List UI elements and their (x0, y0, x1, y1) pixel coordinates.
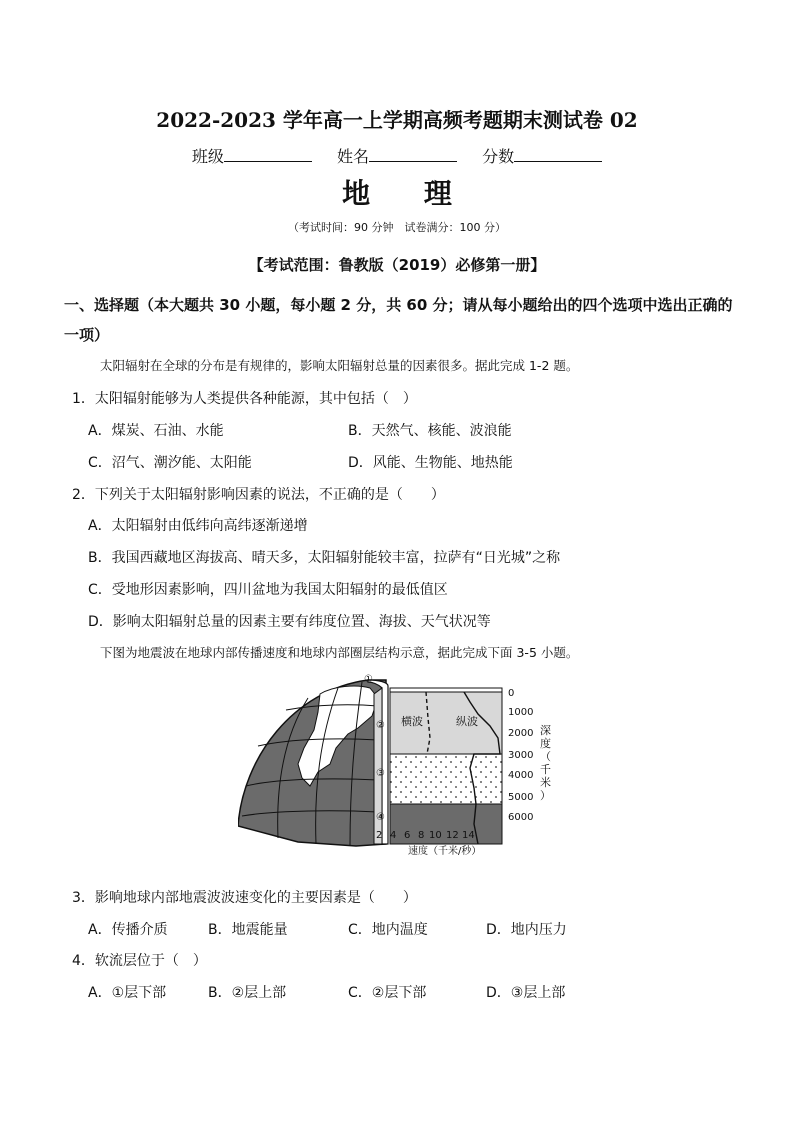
longitudinal-wave-label: 纵波 (456, 715, 478, 728)
intro-text-1: 太阳辐射在全球的分布是有规律的，影响太阳辐射总量的因素很多。据此完成 1-2 题。 (100, 358, 579, 373)
layer-1-band (390, 688, 502, 692)
depth-tick: 0 (508, 688, 515, 699)
name-blank[interactable] (369, 147, 457, 162)
speed-tick: 10 (429, 830, 442, 841)
class-label: 班级 (191, 147, 224, 166)
depth-axis-char: 度 (540, 737, 551, 750)
question-1-option-c[interactable]: C．沼气、潮汐能、太阳能 (88, 455, 252, 471)
depth-tick: 5000 (508, 792, 534, 803)
layer-3-band (390, 754, 502, 804)
question-4-option-d[interactable]: D．③层上部 (486, 985, 566, 1001)
depth-axis-char: （ (540, 750, 551, 763)
question-3-option-a[interactable]: A．传播介质 (88, 922, 168, 938)
speed-tick: 2 (376, 830, 383, 841)
question-3-stem: 3．影响地球内部地震波波速变化的主要因素是（ ） (72, 890, 417, 906)
depth-axis-char: 米 (540, 776, 551, 789)
depth-tick: 6000 (508, 812, 534, 823)
depth-axis (508, 688, 533, 823)
question-1-option-b[interactable]: B．天然气、核能、波浪能 (348, 423, 512, 439)
question-2-stem: 2．下列关于太阳辐射影响因素的说法，不正确的是（ ） (72, 487, 445, 503)
class-blank[interactable] (224, 147, 312, 162)
score-blank[interactable] (514, 147, 602, 162)
question-4-stem: 4．软流层位于（ ） (72, 953, 207, 969)
depth-axis-char: 深 (540, 724, 551, 737)
depth-tick: 4000 (508, 770, 534, 781)
depth-axis-label (540, 724, 551, 802)
speed-tick: 8 (418, 830, 425, 841)
layer-label-4: ④ (376, 812, 385, 823)
score-field (482, 144, 602, 167)
name-field (337, 144, 457, 167)
exam-meta: （考试时间：90 分钟 试卷满分：100 分） (288, 221, 506, 234)
score-label: 分数 (482, 147, 515, 166)
speed-tick: 12 (446, 830, 459, 841)
layer-label-1: ① (364, 674, 373, 685)
speed-axis-label: 速度（千米/秒） (408, 846, 482, 857)
question-1-stem: 1．太阳辐射能够为人类提供各种能源，其中包括（ ） (72, 391, 417, 407)
section-title: 一、选择题（本大题共 30 小题，每小题 2 分，共 60 分；请从每小题给出的四个选项中选出正确的一项） (64, 296, 733, 344)
exam-title: 2022-2023 学年高一上学期高频考题期末测试卷 02 (156, 108, 638, 132)
info-row (0, 144, 794, 167)
depth-axis-char: 千 (540, 763, 551, 776)
transverse-wave-label: 横波 (401, 715, 423, 728)
speed-tick: 4 (390, 830, 397, 841)
layer-label-3: ③ (376, 768, 385, 779)
question-2-option-a[interactable]: A．太阳辐射由低纬向高纬逐渐递增 (88, 518, 308, 534)
speed-tick: 6 (404, 830, 411, 841)
intro-text-2: 下图为地震波在地球内部传播速度和地球内部圈层结构示意，据此完成下面 3-5 小题。 (100, 645, 579, 660)
depth-tick: 3000 (508, 750, 534, 761)
question-3-option-c[interactable]: C．地内温度 (348, 922, 428, 938)
class-field (192, 144, 312, 167)
question-4-option-a[interactable]: A．①层下部 (88, 985, 167, 1001)
speed-tick: 14 (462, 830, 475, 841)
question-4-option-b[interactable]: B．②层上部 (208, 985, 287, 1001)
question-4-option-c[interactable]: C．②层下部 (348, 985, 427, 1001)
depth-tick: 1000 (508, 707, 534, 718)
layer-label-2: ② (376, 720, 385, 731)
question-3-option-b[interactable]: B．地震能量 (208, 922, 288, 938)
question-1-option-a[interactable]: A．煤炭、石油、水能 (88, 423, 224, 439)
question-3-option-d[interactable]: D．地内压力 (486, 922, 567, 938)
question-2-option-b[interactable]: B．我国西藏地区海拔高、晴天多，太阳辐射能较丰富，拉萨有“日光城”之称 (88, 550, 561, 566)
exam-scope: 【考试范围：鲁教版（2019）必修第一册】 (248, 256, 546, 274)
question-1-option-d[interactable]: D．风能、生物能、地热能 (348, 455, 513, 471)
earth-structure-diagram (238, 668, 568, 872)
name-label: 姓名 (336, 147, 369, 166)
depth-axis-char: ） (540, 789, 551, 802)
depth-tick: 2000 (508, 728, 534, 739)
earth-seismic-figure (238, 668, 568, 868)
question-2-option-d[interactable]: D．影响太阳辐射总量的因素主要有纬度位置、海拔、天气状况等 (88, 614, 491, 630)
question-2-option-c[interactable]: C．受地形因素影响，四川盆地为我国太阳辐射的最低值区 (88, 582, 448, 598)
subject-title: 地 理 (342, 177, 474, 210)
